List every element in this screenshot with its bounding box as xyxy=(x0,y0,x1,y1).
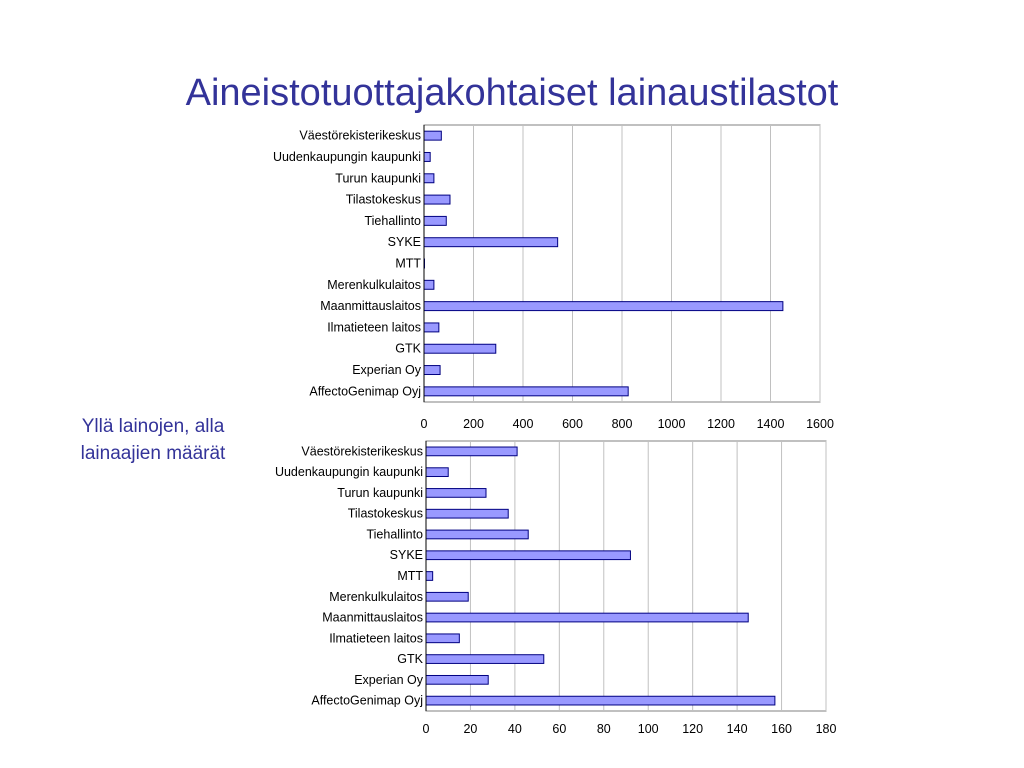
chart-1-bar xyxy=(424,238,558,247)
chart-2-plot-area xyxy=(426,441,826,711)
chart-1-category-label: Väestörekisterikeskus xyxy=(299,128,421,143)
chart-1-category-label: Tilastokeskus xyxy=(345,192,421,207)
chart-2-bar xyxy=(426,509,508,518)
chart-2-tick-label: 100 xyxy=(637,722,659,736)
chart-1-bar xyxy=(424,344,496,353)
chart-2-tick-label: 80 xyxy=(596,722,611,736)
chart-2-tick-label: 20 xyxy=(463,722,478,736)
chart-2-tick-label: 40 xyxy=(507,722,522,736)
chart-2-category-label: Tiehallinto xyxy=(366,527,423,542)
chart-2-bar xyxy=(426,634,459,643)
chart-2-category-label: Experian Oy xyxy=(354,672,423,687)
chart-2-bar xyxy=(426,551,630,560)
chart-2-tick-label: 160 xyxy=(771,722,792,736)
chart-1-bar xyxy=(424,152,430,161)
chart-2-category-label: SYKE xyxy=(389,548,423,563)
chart-1-category-label: Tiehallinto xyxy=(364,213,421,228)
chart-2-bar xyxy=(426,447,517,456)
chart-1-bar xyxy=(424,174,434,183)
chart-1-category-label: Maanmittauslaitos xyxy=(320,299,421,314)
chart-1-category-label: Merenkulkulaitos xyxy=(327,277,421,292)
chart-1-bar xyxy=(424,216,446,225)
chart-2-bar xyxy=(426,613,748,622)
chart-2-tick-label: 120 xyxy=(682,722,704,736)
chart-2-category-label: MTT xyxy=(397,569,423,583)
chart-1-category-label: Uudenkaupungin kaupunki xyxy=(272,149,421,164)
chart-1-tick-label: 600 xyxy=(562,417,583,431)
chart-1-tick-label: 1000 xyxy=(657,417,686,431)
chart-caption-line-2: lainaajien määrät xyxy=(80,443,226,464)
slide-title: Aineistotuottajakohtaiset lainaustilastot xyxy=(185,72,839,114)
chart-2-tick-label: 60 xyxy=(552,722,567,736)
chart-2-category-label: Maanmittauslaitos xyxy=(322,610,423,625)
chart-1-category-label: GTK xyxy=(395,341,421,356)
chart-2-bar xyxy=(426,675,488,684)
chart-1-bar xyxy=(424,323,439,332)
chart-1-tick-label: 800 xyxy=(611,417,633,431)
chart-1-tick-label: 400 xyxy=(512,417,534,431)
chart-1-tick-label: 1200 xyxy=(707,417,735,431)
chart-1-bar xyxy=(424,195,450,204)
chart-1-category-label: Experian Oy xyxy=(352,363,421,378)
chart-1-tick-label: 200 xyxy=(463,417,484,431)
chart-2-category-label: Merenkulkulaitos xyxy=(329,589,423,604)
chart-1-bar xyxy=(424,366,440,375)
chart-2-bar xyxy=(426,696,775,705)
chart-1-bar xyxy=(424,302,783,311)
chart-2-tick-label: 0 xyxy=(422,722,430,736)
chart-2-bar xyxy=(426,592,468,601)
chart-1-bar xyxy=(424,280,434,289)
chart-2-tick-label: 180 xyxy=(815,722,837,736)
chart-1-bar xyxy=(424,387,628,396)
chart-2-category-label: Turun kaupunki xyxy=(337,485,423,500)
chart-1-bar xyxy=(424,131,441,140)
chart-1-category-label: AffectoGenimap Oyj xyxy=(309,384,421,399)
chart-2-bar xyxy=(426,468,448,477)
chart-2-category-label: Ilmatieteen laitos xyxy=(329,631,423,646)
chart-1-category-label: MTT xyxy=(395,256,421,271)
chart-1-tick-label: 1400 xyxy=(756,417,785,431)
chart-2-bar xyxy=(426,655,544,664)
chart-2-category-label: AffectoGenimap Oyj xyxy=(311,693,423,708)
chart-2-category-label: Uudenkaupungin kaupunki xyxy=(274,465,423,480)
chart-2-category-label: Tilastokeskus xyxy=(347,506,423,521)
chart-1-tick-label: 1600 xyxy=(806,417,834,431)
chart-caption-line-1: Yllä lainojen, alla xyxy=(81,416,225,437)
chart-2-category-label: Väestörekisterikeskus xyxy=(301,444,423,459)
chart-1-category-label: Turun kaupunki xyxy=(335,171,421,186)
chart-2-tick-label: 140 xyxy=(726,722,748,736)
chart-2-category-label: GTK xyxy=(397,652,423,667)
chart-1-category-label: SYKE xyxy=(387,235,421,250)
chart-2-bar xyxy=(426,489,486,498)
chart-1-tick-label: 0 xyxy=(420,417,428,431)
chart-2-bar xyxy=(426,572,433,581)
chart-1-category-label: Ilmatieteen laitos xyxy=(327,320,421,335)
chart-2-bar xyxy=(426,530,528,539)
